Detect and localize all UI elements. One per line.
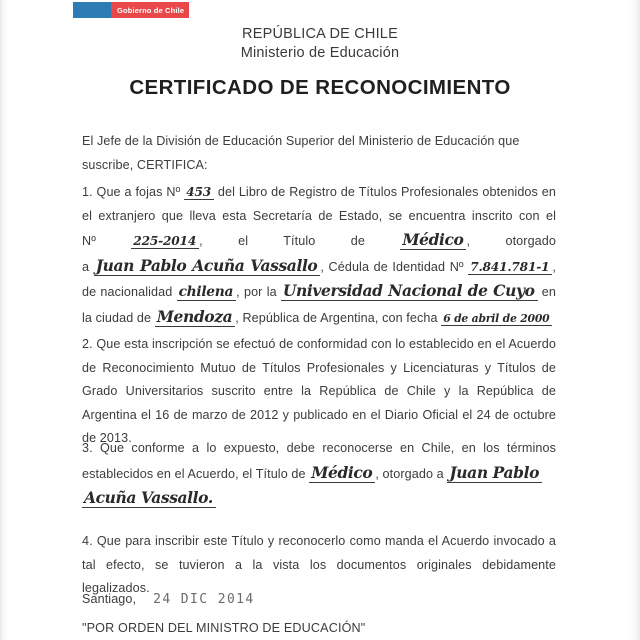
clause1-text-5: , Cédula de Identidad Nº <box>320 259 464 274</box>
field-fojas: 453 <box>184 185 214 200</box>
clause-1-paragraph <box>82 181 556 330</box>
clause-3-block <box>82 437 556 512</box>
clause1-text-2: del Libro de Registro de Títulos Profesionales obtenidos en el extranjero que lleva esta Secretaría de Estado, se encuentra inscrito con el Nº <box>82 185 556 248</box>
clause-4-block <box>82 530 556 601</box>
clause1-text-7: , por la <box>236 285 277 299</box>
clause-4-paragraph: 4. Que para inscribir este Título y reconocerlo como manda el Acuerdo invocado a tal efecto, se tuvieron a la vista los documentos originales debidamente legalizados. <box>82 534 556 595</box>
field-nombre-titular: Juan Pablo Acuña Vassallo <box>94 256 321 276</box>
logo-label: Gobierno de Chile <box>111 2 189 18</box>
field-cedula-identidad: 7.841.781-1 <box>468 260 552 275</box>
field-numero-inscripcion: 225-2014 <box>131 234 199 249</box>
header-republica: REPÚBLICA DE CHILE <box>242 26 398 42</box>
clause-1-block <box>82 181 556 330</box>
gobierno-de-chile-logo <box>73 2 189 18</box>
clause3-text-1: 3. Que conforme a lo expuesto, debe reconocerse en Chile, en los términos establecidos en el Acuerdo, el Título de <box>82 441 556 481</box>
clause1-text-4: , otorgado a <box>82 234 556 274</box>
clause1-text-6: , de nacionalidad <box>82 259 556 299</box>
date-stamp: 24 DIC 2014 <box>153 591 255 608</box>
clause1-text-1: 1. Que a fojas Nº <box>82 185 181 199</box>
field-nacionalidad: chilena <box>177 284 237 301</box>
logo-blue-block <box>73 2 111 18</box>
clause3-text-2: , otorgado a <box>375 466 444 481</box>
field-ciudad: Mendoza <box>155 307 236 327</box>
field-titulo-reconocido: Médico <box>309 463 375 483</box>
clause-2-paragraph: 2. Que esta inscripción se efectuó de conformidad con lo establecido en el Acuerdo de Reconocimiento Mutuo de Títulos Profesionales y Licenciaturas y Títulos de Grado Universitarios suscrito entre la República de Chile y la República de Argentina el 16 de marzo de 2012 y publicado en el Diario Oficial el 24 de octubre de 2013. <box>82 337 556 445</box>
header-ministerio: Ministerio de Educación <box>240 45 400 61</box>
por-orden-line: "POR ORDEN DEL MINISTRO DE EDUCACIÓN" <box>82 621 366 635</box>
closing-date-row <box>82 592 255 607</box>
clause-2-block <box>82 333 556 451</box>
field-titulo: Médico <box>400 230 466 250</box>
clause-3-paragraph <box>82 437 556 512</box>
clause1-text-8: en la ciudad de <box>82 285 556 325</box>
field-nombre-reconocido-1: Juan Pablo <box>447 463 542 483</box>
intro-block <box>82 130 556 177</box>
intro-paragraph: El Jefe de la División de Educación Superior del Ministerio de Educación que suscribe, CERTIFICA: <box>82 134 520 172</box>
field-fecha-titulo: 6 de abril de 2000 <box>441 312 552 326</box>
page-title: CERTIFICADO DE RECONOCIMIENTO <box>129 76 511 99</box>
clause1-text-3: , el Título de <box>199 234 365 248</box>
field-universidad: Universidad Nacional de Cuyo <box>281 281 538 301</box>
clause1-text-9: , República de Argentina, con fecha <box>235 310 438 325</box>
field-nombre-reconocido-2: Acuña Vassallo. <box>82 488 216 508</box>
closing-city-label: Santiago, <box>82 592 137 606</box>
